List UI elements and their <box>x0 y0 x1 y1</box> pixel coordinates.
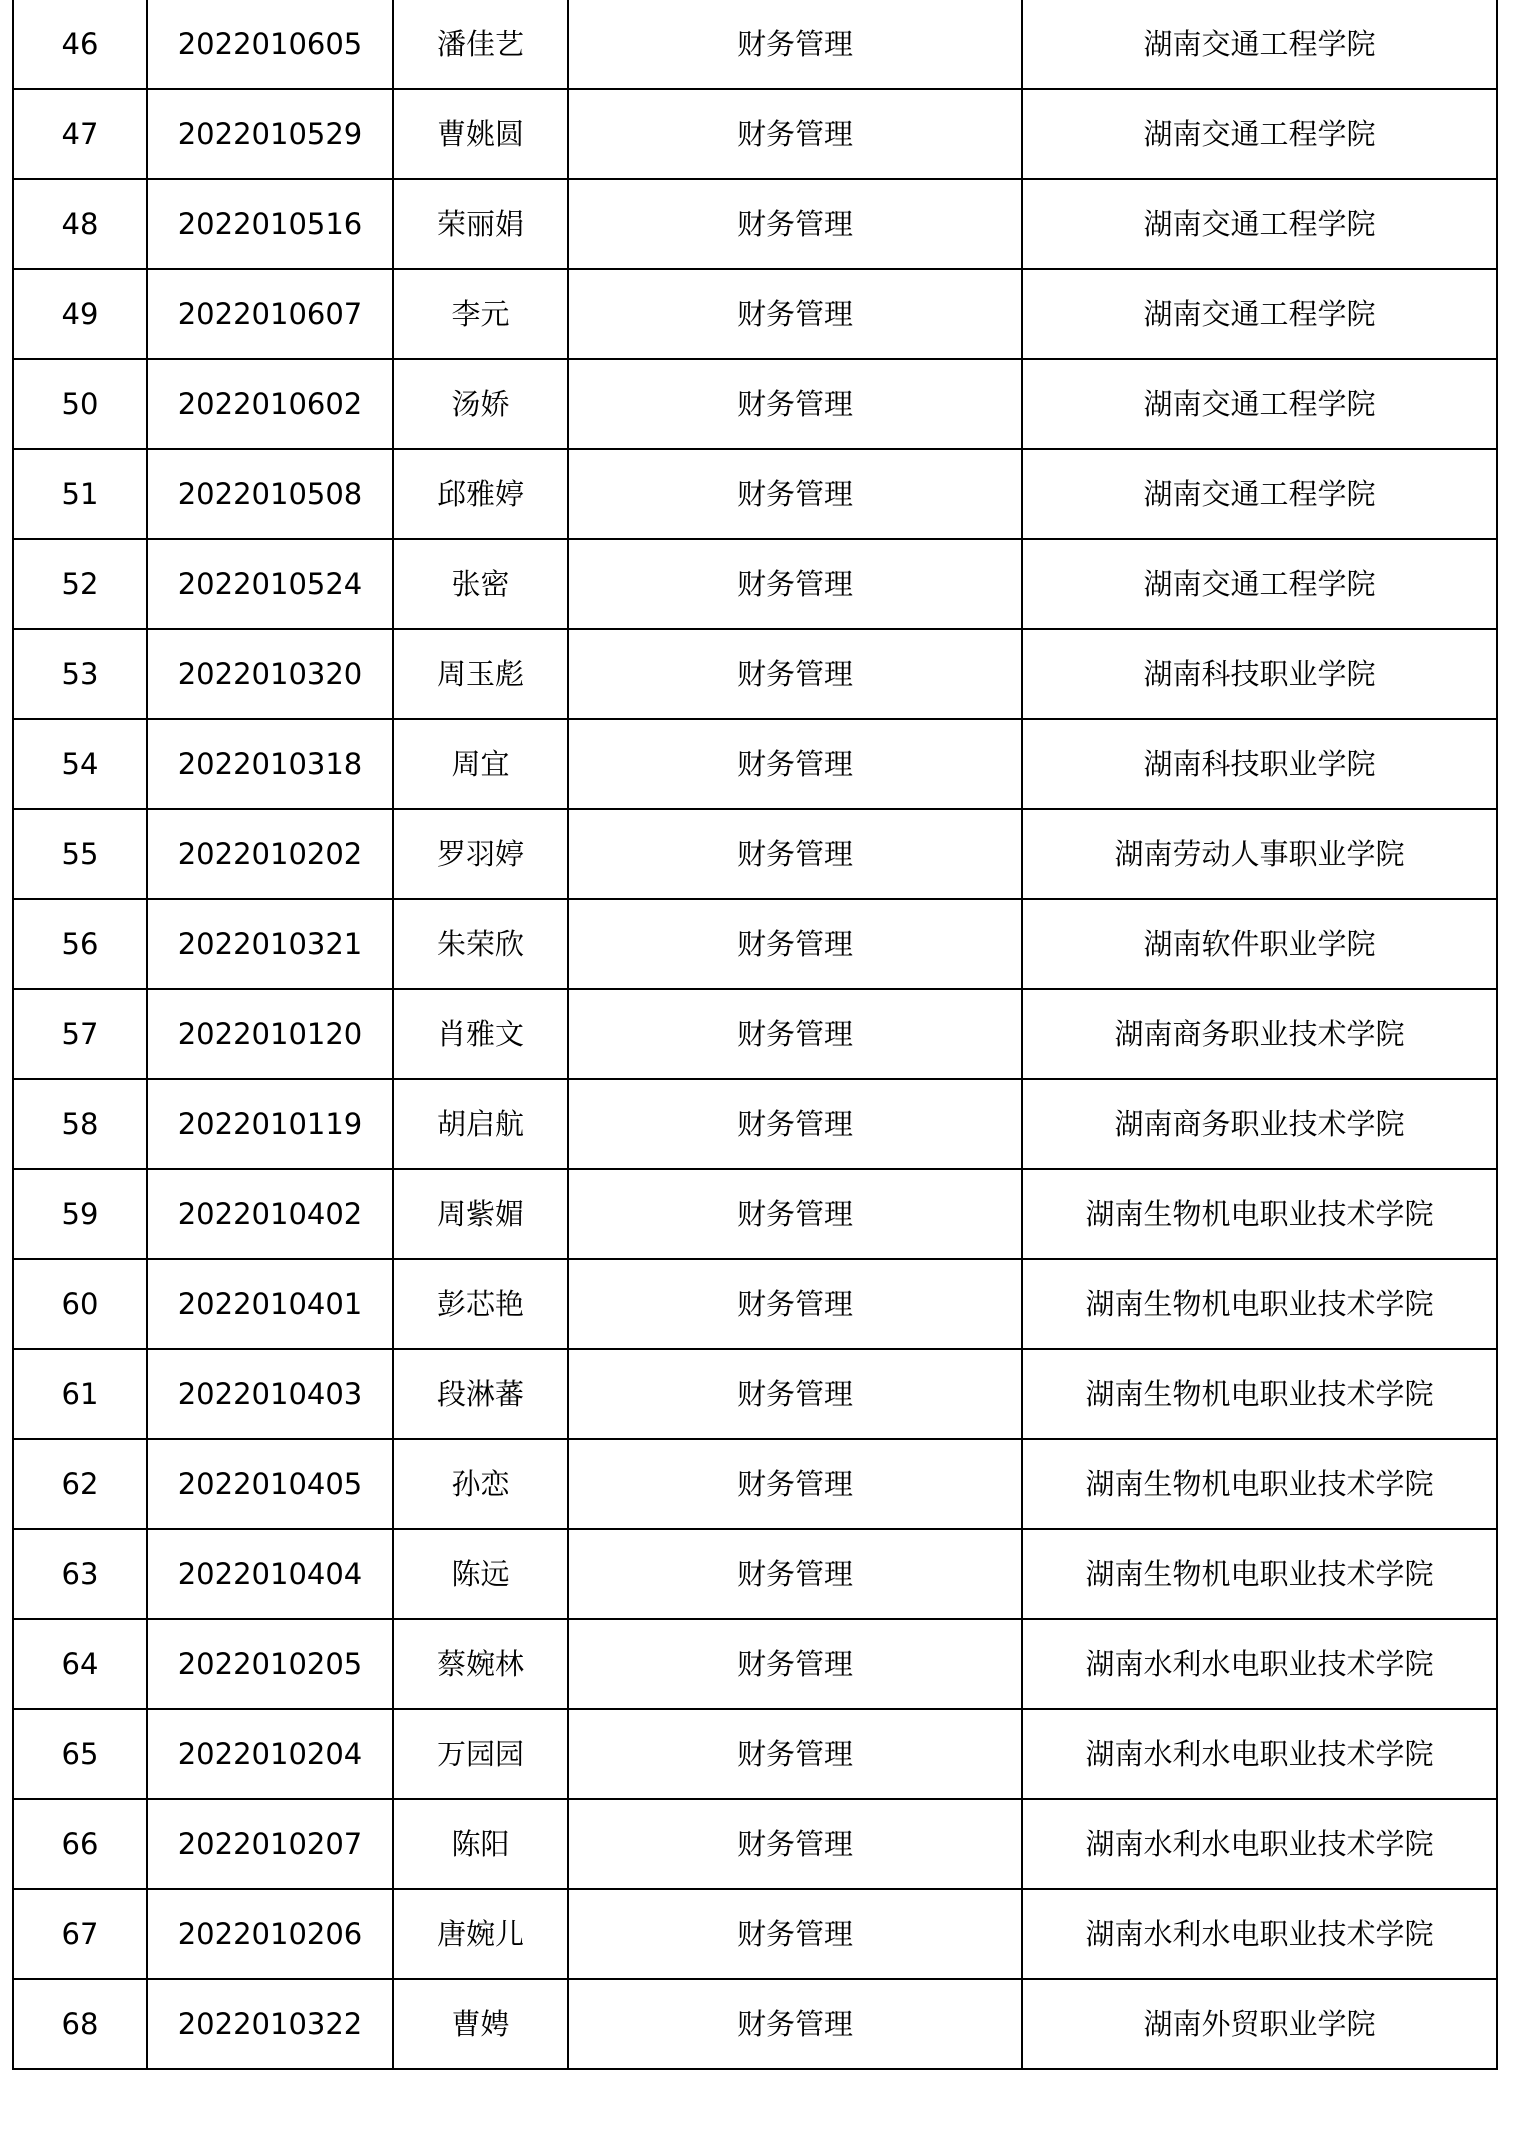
table-row <box>13 0 1497 89</box>
row-number: 50 <box>13 359 147 449</box>
row-number: 56 <box>13 899 147 989</box>
school: 湖南交通工程学院 <box>1022 539 1497 629</box>
major: 财务管理 <box>568 449 1022 539</box>
table-row <box>13 629 1497 719</box>
major: 财务管理 <box>568 1259 1022 1349</box>
row-number: 49 <box>13 269 147 359</box>
major: 财务管理 <box>568 1529 1022 1619</box>
student-name: 周紫媚 <box>393 1169 568 1259</box>
student-id: 2022010403 <box>147 1349 393 1439</box>
student-id: 2022010605 <box>147 0 393 89</box>
school: 湖南商务职业技术学院 <box>1022 989 1497 1079</box>
table-row <box>13 1979 1497 2069</box>
student-id: 2022010204 <box>147 1709 393 1799</box>
student-name: 周玉彪 <box>393 629 568 719</box>
student-id: 2022010401 <box>147 1259 393 1349</box>
school: 湖南商务职业技术学院 <box>1022 1079 1497 1169</box>
school: 湖南水利水电职业技术学院 <box>1022 1799 1497 1889</box>
table-row <box>13 1709 1497 1799</box>
student-id: 2022010405 <box>147 1439 393 1529</box>
school: 湖南水利水电职业技术学院 <box>1022 1709 1497 1799</box>
table-row <box>13 809 1497 899</box>
row-number: 62 <box>13 1439 147 1529</box>
student-name: 孙恋 <box>393 1439 568 1529</box>
major: 财务管理 <box>568 629 1022 719</box>
student-id: 2022010318 <box>147 719 393 809</box>
major: 财务管理 <box>568 1889 1022 1979</box>
student-id: 2022010529 <box>147 89 393 179</box>
table-row <box>13 269 1497 359</box>
student-name: 唐婉儿 <box>393 1889 568 1979</box>
table-row <box>13 359 1497 449</box>
student-id: 2022010402 <box>147 1169 393 1259</box>
table-row <box>13 539 1497 629</box>
school: 湖南科技职业学院 <box>1022 629 1497 719</box>
student-name: 曹姚圆 <box>393 89 568 179</box>
student-name: 段淋蕃 <box>393 1349 568 1439</box>
school: 湖南水利水电职业技术学院 <box>1022 1619 1497 1709</box>
major: 财务管理 <box>568 719 1022 809</box>
table-row <box>13 1529 1497 1619</box>
table-row <box>13 1169 1497 1259</box>
table-row <box>13 1889 1497 1979</box>
row-number: 58 <box>13 1079 147 1169</box>
table-row <box>13 1619 1497 1709</box>
row-number: 59 <box>13 1169 147 1259</box>
student-id: 2022010508 <box>147 449 393 539</box>
student-name: 汤娇 <box>393 359 568 449</box>
table-row <box>13 719 1497 809</box>
school: 湖南交通工程学院 <box>1022 269 1497 359</box>
student-name: 邱雅婷 <box>393 449 568 539</box>
student-name: 荣丽娟 <box>393 179 568 269</box>
major: 财务管理 <box>568 539 1022 629</box>
major: 财务管理 <box>568 1439 1022 1529</box>
student-id: 2022010607 <box>147 269 393 359</box>
table-row <box>13 989 1497 1079</box>
school: 湖南生物机电职业技术学院 <box>1022 1259 1497 1349</box>
document-page <box>12 0 1496 2070</box>
student-id: 2022010205 <box>147 1619 393 1709</box>
student-id: 2022010602 <box>147 359 393 449</box>
row-number: 60 <box>13 1259 147 1349</box>
student-id: 2022010321 <box>147 899 393 989</box>
major: 财务管理 <box>568 269 1022 359</box>
student-id: 2022010320 <box>147 629 393 719</box>
row-number: 68 <box>13 1979 147 2069</box>
table-row <box>13 1079 1497 1169</box>
school: 湖南生物机电职业技术学院 <box>1022 1439 1497 1529</box>
school: 湖南交通工程学院 <box>1022 359 1497 449</box>
row-number: 52 <box>13 539 147 629</box>
school: 湖南水利水电职业技术学院 <box>1022 1889 1497 1979</box>
student-name: 陈阳 <box>393 1799 568 1889</box>
row-number: 47 <box>13 89 147 179</box>
student-name: 周宜 <box>393 719 568 809</box>
school: 湖南软件职业学院 <box>1022 899 1497 989</box>
student-id: 2022010516 <box>147 179 393 269</box>
table-row <box>13 1439 1497 1529</box>
student-id: 2022010207 <box>147 1799 393 1889</box>
student-name: 罗羽婷 <box>393 809 568 899</box>
major: 财务管理 <box>568 1979 1022 2069</box>
student-name: 朱荣欣 <box>393 899 568 989</box>
row-number: 53 <box>13 629 147 719</box>
major: 财务管理 <box>568 89 1022 179</box>
student-name: 张密 <box>393 539 568 629</box>
student-name: 潘佳艺 <box>393 0 568 89</box>
row-number: 51 <box>13 449 147 539</box>
table-row <box>13 89 1497 179</box>
student-table-body <box>13 0 1497 2069</box>
major: 财务管理 <box>568 1799 1022 1889</box>
table-row <box>13 1259 1497 1349</box>
student-id: 2022010119 <box>147 1079 393 1169</box>
table-row <box>13 449 1497 539</box>
student-table <box>12 0 1498 2070</box>
student-name: 胡启航 <box>393 1079 568 1169</box>
student-id: 2022010206 <box>147 1889 393 1979</box>
school: 湖南生物机电职业技术学院 <box>1022 1349 1497 1439</box>
student-id: 2022010322 <box>147 1979 393 2069</box>
row-number: 64 <box>13 1619 147 1709</box>
table-row <box>13 179 1497 269</box>
major: 财务管理 <box>568 1079 1022 1169</box>
major: 财务管理 <box>568 0 1022 89</box>
row-number: 48 <box>13 179 147 269</box>
school: 湖南交通工程学院 <box>1022 0 1497 89</box>
row-number: 57 <box>13 989 147 1079</box>
school: 湖南交通工程学院 <box>1022 179 1497 269</box>
school: 湖南交通工程学院 <box>1022 89 1497 179</box>
row-number: 67 <box>13 1889 147 1979</box>
row-number: 46 <box>13 0 147 89</box>
row-number: 55 <box>13 809 147 899</box>
student-id: 2022010120 <box>147 989 393 1079</box>
major: 财务管理 <box>568 1169 1022 1259</box>
school: 湖南生物机电职业技术学院 <box>1022 1169 1497 1259</box>
major: 财务管理 <box>568 359 1022 449</box>
major: 财务管理 <box>568 179 1022 269</box>
student-name: 曹娉 <box>393 1979 568 2069</box>
row-number: 54 <box>13 719 147 809</box>
row-number: 63 <box>13 1529 147 1619</box>
row-number: 66 <box>13 1799 147 1889</box>
school: 湖南外贸职业学院 <box>1022 1979 1497 2069</box>
major: 财务管理 <box>568 1619 1022 1709</box>
student-name: 蔡婉林 <box>393 1619 568 1709</box>
school: 湖南科技职业学院 <box>1022 719 1497 809</box>
student-name: 肖雅文 <box>393 989 568 1079</box>
major: 财务管理 <box>568 1349 1022 1439</box>
major: 财务管理 <box>568 899 1022 989</box>
table-row <box>13 1799 1497 1889</box>
student-name: 陈远 <box>393 1529 568 1619</box>
table-row <box>13 899 1497 989</box>
major: 财务管理 <box>568 989 1022 1079</box>
student-name: 李元 <box>393 269 568 359</box>
school: 湖南生物机电职业技术学院 <box>1022 1529 1497 1619</box>
student-name: 彭芯艳 <box>393 1259 568 1349</box>
school: 湖南交通工程学院 <box>1022 449 1497 539</box>
school: 湖南劳动人事职业学院 <box>1022 809 1497 899</box>
student-name: 万园园 <box>393 1709 568 1799</box>
row-number: 65 <box>13 1709 147 1799</box>
table-row <box>13 1349 1497 1439</box>
student-id: 2022010524 <box>147 539 393 629</box>
major: 财务管理 <box>568 809 1022 899</box>
student-id: 2022010202 <box>147 809 393 899</box>
row-number: 61 <box>13 1349 147 1439</box>
major: 财务管理 <box>568 1709 1022 1799</box>
student-id: 2022010404 <box>147 1529 393 1619</box>
